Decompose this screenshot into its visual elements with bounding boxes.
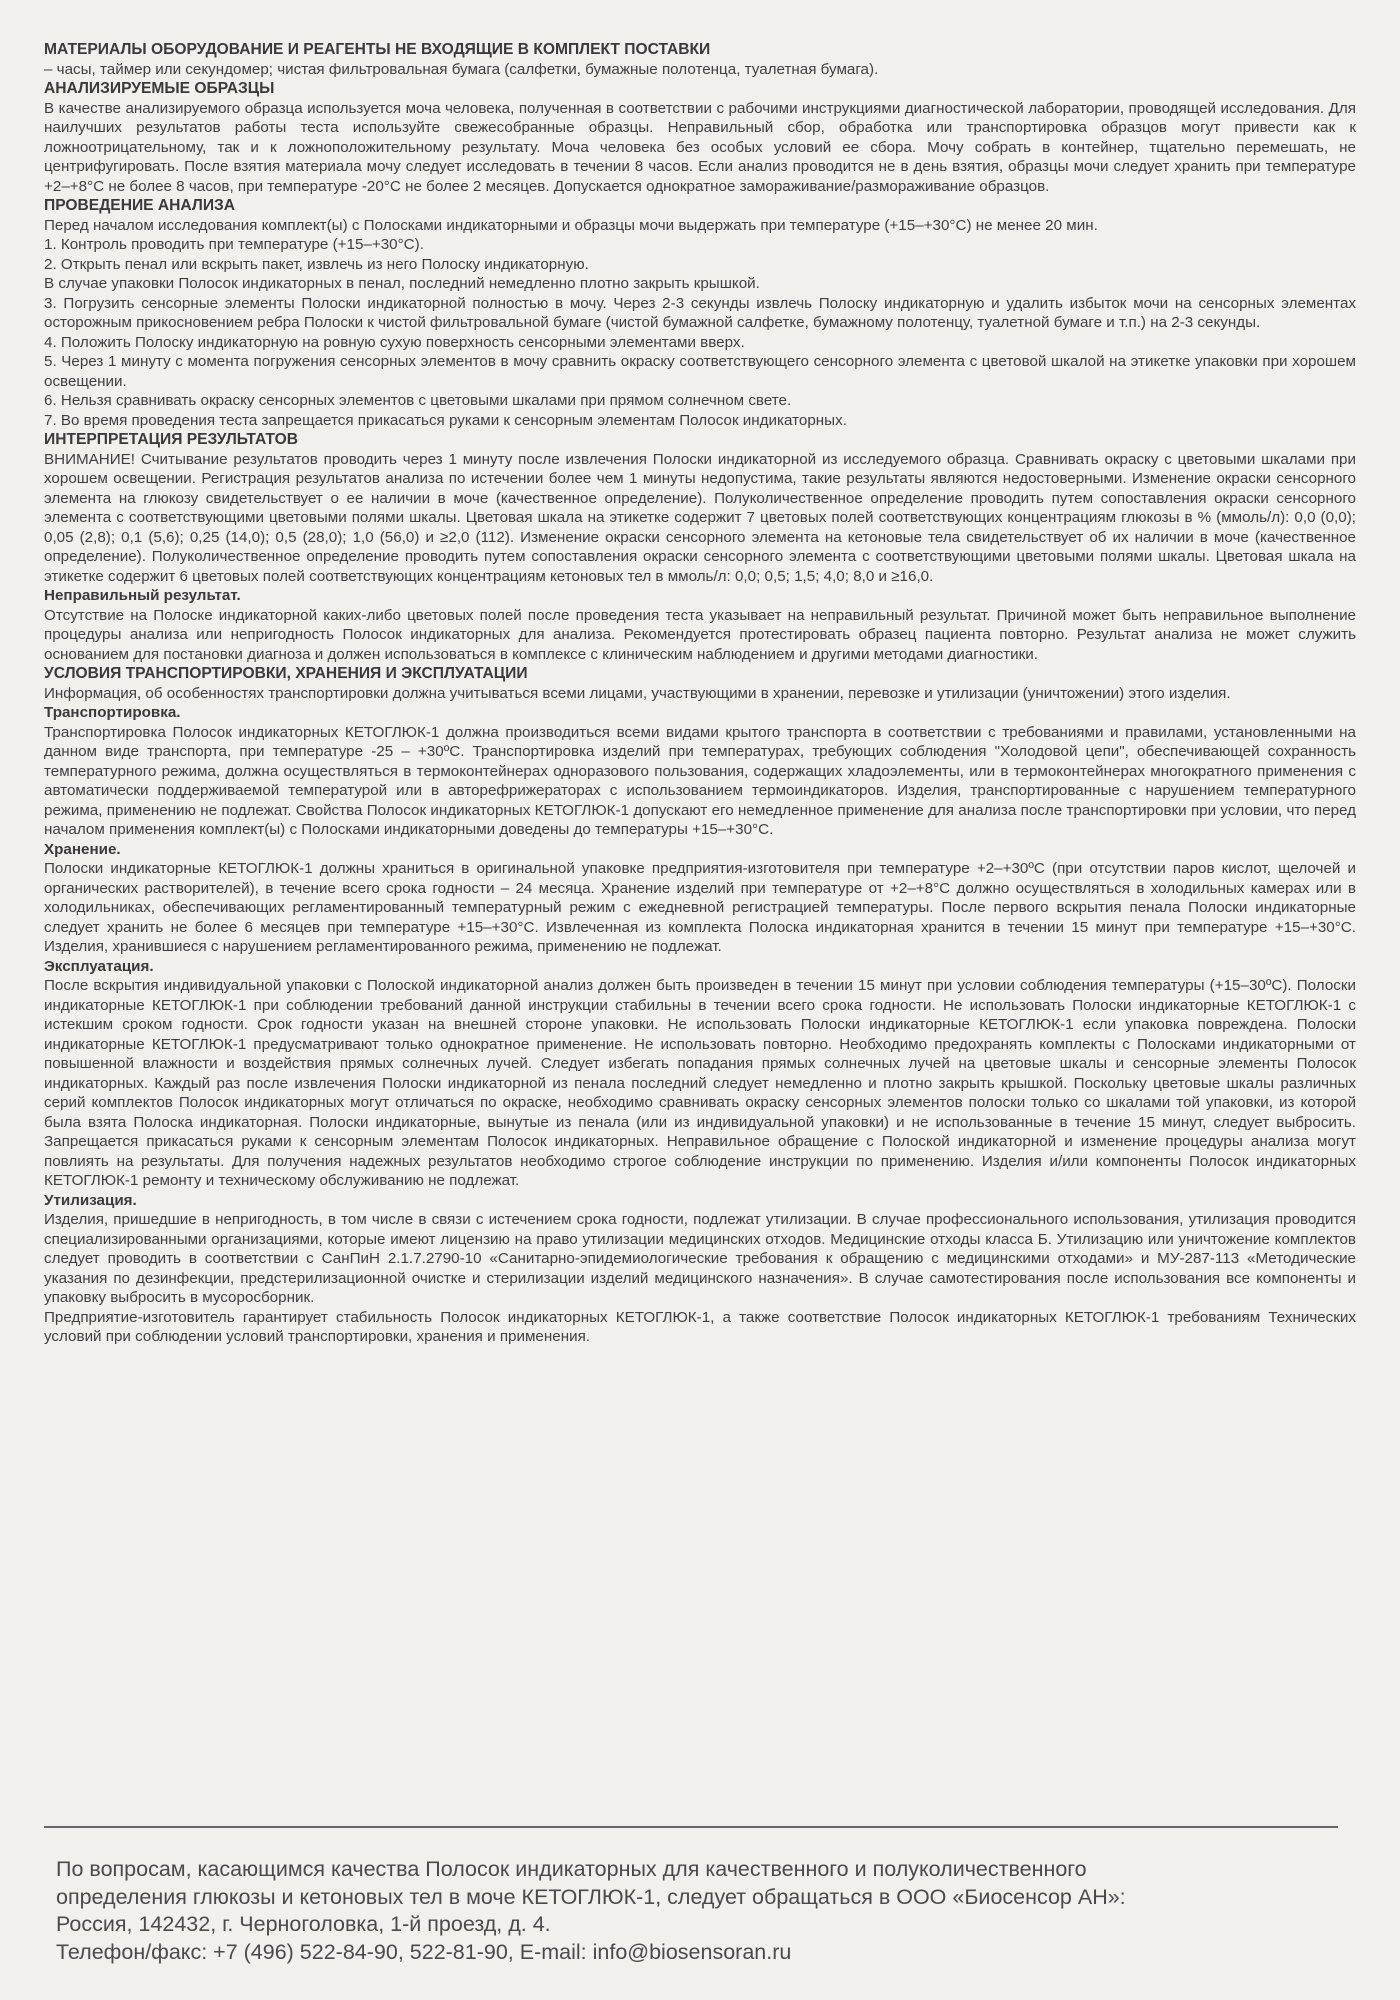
conditions-intro: Информация, об особенностях транспортировки должна учитываться всеми лицами, участвующими в хранении, перевозке и утилизации (уничтожении) этого изделия. bbox=[44, 684, 1231, 702]
conditions-heading: УСЛОВИЯ ТРАНСПОРТИРОВКИ, ХРАНЕНИЯ И ЭКСПЛУАТАЦИИ bbox=[44, 665, 528, 682]
contact-address: Россия, 142432, г. Черноголовка, 1-й проезд, д. 4. bbox=[56, 1912, 551, 1936]
procedure-step: 7. Во время проведения теста запрещается прикасаться руками к сенсорным элементам Полосок индикаторных. bbox=[44, 411, 847, 429]
usage-heading: Эксплуатация. bbox=[44, 957, 154, 975]
storage-text: Полоски индикаторные КЕТОГЛЮК-1 должны храниться в оригинальной упаковке предприятия-изготовителя при температуре +2–+30ºС (при отсутствии паров кислот, щелочей и органических растворителей), в течение всего срока годности – 24 месяца. Хранение изделий при температуре от +2–+8°С должно осуществляться в холодильных камерах или в холодильниках, обеспечивающих регламентированный температурный режим с ежедневной регистрацией температуры. После первого вскрытия пенала Полоски индикаторные следует хранить не более 6 месяцев при температуре +15–+30°С. Извлеченная из комплекта Полоска индикаторная хранится в течении 15 минут при температуре +15–+30°С. Изделия, хранившиеся с нарушением регламентированного режима, применению не подлежат. bbox=[44, 860, 1356, 955]
samples-text: В качестве анализируемого образца используется моча человека, полученная в соответствии с рабочими инструкциями диагностической лаборатории, проводящей исследования. Для наилучших результатов работы теста используйте свежесобранные образцы. Неправильный сбор, обработка или транспортировка образцов могут привести как к ложноотрицательному, так и к ложноположительному результату. Моча человека без особых условий ее сбора. Мочу собрать в контейнер, тщательно перемешать, не центрифугировать. После взятия материала мочу следует исследовать в течении 8 часов. Если анализ проводится не в день взятия, образцы мочи следует хранить при температуре +2–+8°С не более 8 часов, при температуре -20°С не более 2 месяцев. Допускается однократное замораживание/размораживание образцов. bbox=[44, 99, 1356, 195]
disposal-heading: Утилизация. bbox=[44, 1191, 137, 1209]
contact-line-1: По вопросам, касающимся качества Полосок индикаторных для качественного и полуколичественного bbox=[56, 1857, 1087, 1881]
transport-heading: Транспортировка. bbox=[44, 704, 181, 721]
procedure-step: 3. Погрузить сенсорные элементы Полоски индикаторной полностью в мочу. Через 2-3 секунды извлечь Полоску индикаторную и удалить избыток мочи на сенсорных элементах осторожным прикосновением ребра Полоски к чистой фильтровальной бумаге (чистой бумажной салфетке, бумажному полотенцу, туалетной бумаге и т.п.) на 2-3 секунды. bbox=[44, 294, 1356, 331]
contact-line-2: определения глюкозы и кетоновых тел в моче КЕТОГЛЮК-1, следует обращаться в ООО «Биосенсор АН»: bbox=[56, 1884, 1126, 1909]
invalid-result-text: Отсутствие на Полоске индикаторной каких-либо цветовых полей после проведения теста указывает на неправильный результат. Причиной может быть неправильное выполнение процедуры анализа или непригодность Полосок индикаторных для анализа. Рекомендуется протестировать образец пациента повторно. Результат анализа не может служить основанием для постановки диагноза и должен использоваться в комплексе с клиническим наблюдением и другими методами диагностики. bbox=[44, 606, 1356, 663]
procedure-intro: Перед началом исследования комплект(ы) с Полосками индикаторными и образцы мочи выдержать при температуре (+15–+30°С) не менее 20 мин. bbox=[44, 216, 1098, 234]
procedure-heading: ПРОВЕДЕНИЕ АНАЛИЗА bbox=[44, 197, 236, 214]
disposal-text: Изделия, пришедшие в непригодность, в том числе в связи с истечением срока годности, подлежат утилизации. В случае профессионального использования, утилизация проводится специализированными организациями, которые имеют лицензию на право утилизации медицинских отходов. Медицинские отходы класса Б. Утилизацию или уничтожение комплектов следует проводить в соответствии с СанПиН 2.1.7.2790-10 «Санитарно-эпидемиологические требования к обращению с медицинскими отходами» и МУ-287-113 «Методические указания по дезинфекции, предстерилизационной очистке и стерилизации изделий медицинского назначения». В случае самотестирования после использования все компоненты и упаковку выбросить в мусоросборник. bbox=[44, 1211, 1356, 1306]
procedure-step: В случае упаковки Полосок индикаторных в пенал, последний немедленно плотно закрыть крышкой. bbox=[44, 275, 760, 292]
materials-text: – часы, таймер или секундомер; чистая фильтровальная бумага (салфетки, бумажные полотенца, туалетная бумага). bbox=[44, 60, 879, 78]
procedure-step: 6. Нельзя сравнивать окраску сенсорных элементов с цветовыми шкалами при прямом солнечном свете. bbox=[44, 392, 792, 409]
contact-phone-email: Телефон/факс: +7 (496) 522-84-90, 522-81-90, E-mail: info@biosensoran.ru bbox=[56, 1939, 792, 1964]
samples-heading: АНАЛИЗИРУЕМЫЕ ОБРАЗЦЫ bbox=[44, 80, 275, 97]
usage-text: После вскрытия индивидуальной упаковки с Полоской индикаторной анализ должен быть произведен в течении 15 минут при условии соблюдения температуры (+15–30ºС). Полоски индикаторные КЕТОГЛЮК-1 при соблюдении требований данной инструкции стабильны в течении всего срока годности. Не использовать Полоски индикаторные КЕТОГЛЮК-1 с истекшим сроком годности. Срок годности указан на внешней стороне упаковки. Не использовать Полоски индикаторные КЕТОГЛЮК-1 если упаковка повреждена. Полоски индикаторные КЕТОГЛЮК-1 предусматривают только однократное применение. Не использовать повторно. Необходимо предохранять комплекты с Полосками индикаторными от повышенной влажности и воздействия прямых солнечных лучей. Следует избегать попадания прямых солнечных лучей на цветовые шкалы и сенсорные элементы Полосок индикаторных. Каждый раз после извлечения Полоски индикаторной из пенала последний следует немедленно и плотно закрыть крышкой. Поскольку цветовые шкалы различных серий комплектов Полосок индикаторных могут отличаться по окраске, необходимо сравнивать окраску сенсорных элементов полоски только со шкалами той упаковки, из которой была взята Полоска индикаторная. Полоски индикаторные, вынутые из пенала (или из индивидуальной упаковки) и не использованные в течение 15 минут, следует выбросить. Запрещается прикасаться руками к сенсорным элементам Полосок индикаторных. Неправильное обращение с Полоской индикаторной и изменение процедуры анализа могут повлиять на результаты. Для получения надежных результатов необходимо строгое соблюдение инструкции по применению. Изделия и/или компоненты Полосок индикаторных КЕТОГЛЮК-1 ремонту и техническому обслуживанию не подлежат. bbox=[44, 977, 1356, 1189]
materials-heading: МАТЕРИАЛЫ ОБОРУДОВАНИЕ И РЕАГЕНТЫ НЕ ВХОДЯЩИЕ В КОМПЛЕКТ ПОСТАВКИ bbox=[44, 41, 711, 58]
contact-block bbox=[56, 1856, 1346, 1966]
procedure-step: 5. Через 1 минуту с момента погружения сенсорных элементов в мочу сравнить окраску соответствующего сенсорного элемента с цветовой шкалой на этикетке упаковки при хорошем освещении. bbox=[44, 353, 1356, 390]
instruction-body bbox=[44, 40, 1356, 1347]
divider-line bbox=[44, 1826, 1338, 1828]
storage-heading: Хранение. bbox=[44, 840, 121, 858]
procedure-step: 1. Контроль проводить при температуре (+15–+30°С). bbox=[44, 236, 424, 253]
interpretation-heading: ИНТЕРПРЕТАЦИЯ РЕЗУЛЬТАТОВ bbox=[44, 431, 298, 448]
interpretation-text: ВНИМАНИЕ! Считывание результатов проводить через 1 минуту после извлечения Полоски индикаторной из исследуемого образца. Сравнивать окраску с цветовыми шкалами при хорошем освещении. Регистрация результатов анализа по истечении более чем 1 минуты недопустима, такие результаты являются недостоверными. Изменение окраски сенсорного элемента на глюкозу свидетельствует о ее наличии в моче (качественное определение). Полуколичественное определение проводить путем сопоставления окраски сенсорного элемента с соответствующими цветовыми полями шкалы. Цветовая шкала на этикетке содержит 7 цветовых полей соответствующих концентрациям глюкозы в % (ммоль/л): 0,0 (0,0); 0,05 (2,8); 0,1 (5,6); 0,25 (14,0); 0,5 (28,0); 1,0 (56,0) и ≥2,0 (112). Изменение окраски сенсорного элемента на кетоновые тела свидетельствует об их наличии в моче (качественное определение). Полуколичественное определение проводить путем сопоставления окраски сенсорного элемента с соответствующими цветовыми полями шкалы. Цветовая шкала на этикетке содержит 6 цветовых полей соответствующих концентрациям кетоновых тел в ммоль/л: 0,0; 0,5; 1,5; 4,0; 8,0 и ≥16,0. bbox=[44, 450, 1356, 585]
procedure-step: 2. Открыть пенал или вскрыть пакет, извлечь из него Полоску индикаторную. bbox=[44, 255, 589, 273]
guarantee-text: Предприятие-изготовитель гарантирует стабильность Полосок индикаторных КЕТОГЛЮК-1, а также соответствие Полосок индикаторных КЕТОГЛЮК-1 требованиям Технических условий при соблюдении условий транспортировки, хранения и применения. bbox=[44, 1308, 1356, 1345]
invalid-result-heading: Неправильный результат. bbox=[44, 587, 241, 604]
procedure-step: 4. Положить Полоску индикаторную на ровную сухую поверхность сенсорными элементами вверх. bbox=[44, 333, 745, 351]
transport-text: Транспортировка Полосок индикаторных КЕТОГЛЮК-1 должна производиться всеми видами крытого транспорта в соответствии с требованиями и правилами, установленными на данном виде транспорта, при температуре -25 – +30ºС. Транспортировка изделий при температурах, требующих соблюдения "Холодовой цепи", обеспечивающей сохранность температурного режима, должна осуществляться в термоконтейнерах одноразового пользования, содержащих хладоэлементы, или в термоконтейнерах многократного применения с автоматически поддерживаемой температурой или в авторефрижераторах с использованием термоиндикаторов. Изделия, транспортированные с нарушением температурного режима, применению не подлежат. Свойства Полосок индикаторных КЕТОГЛЮК-1 допускают его немедленное применение для анализа после транспортировки при условии, что перед началом применения комплект(ы) с Полосками индикаторными доведены до температуры +15–+30°С. bbox=[44, 723, 1356, 838]
